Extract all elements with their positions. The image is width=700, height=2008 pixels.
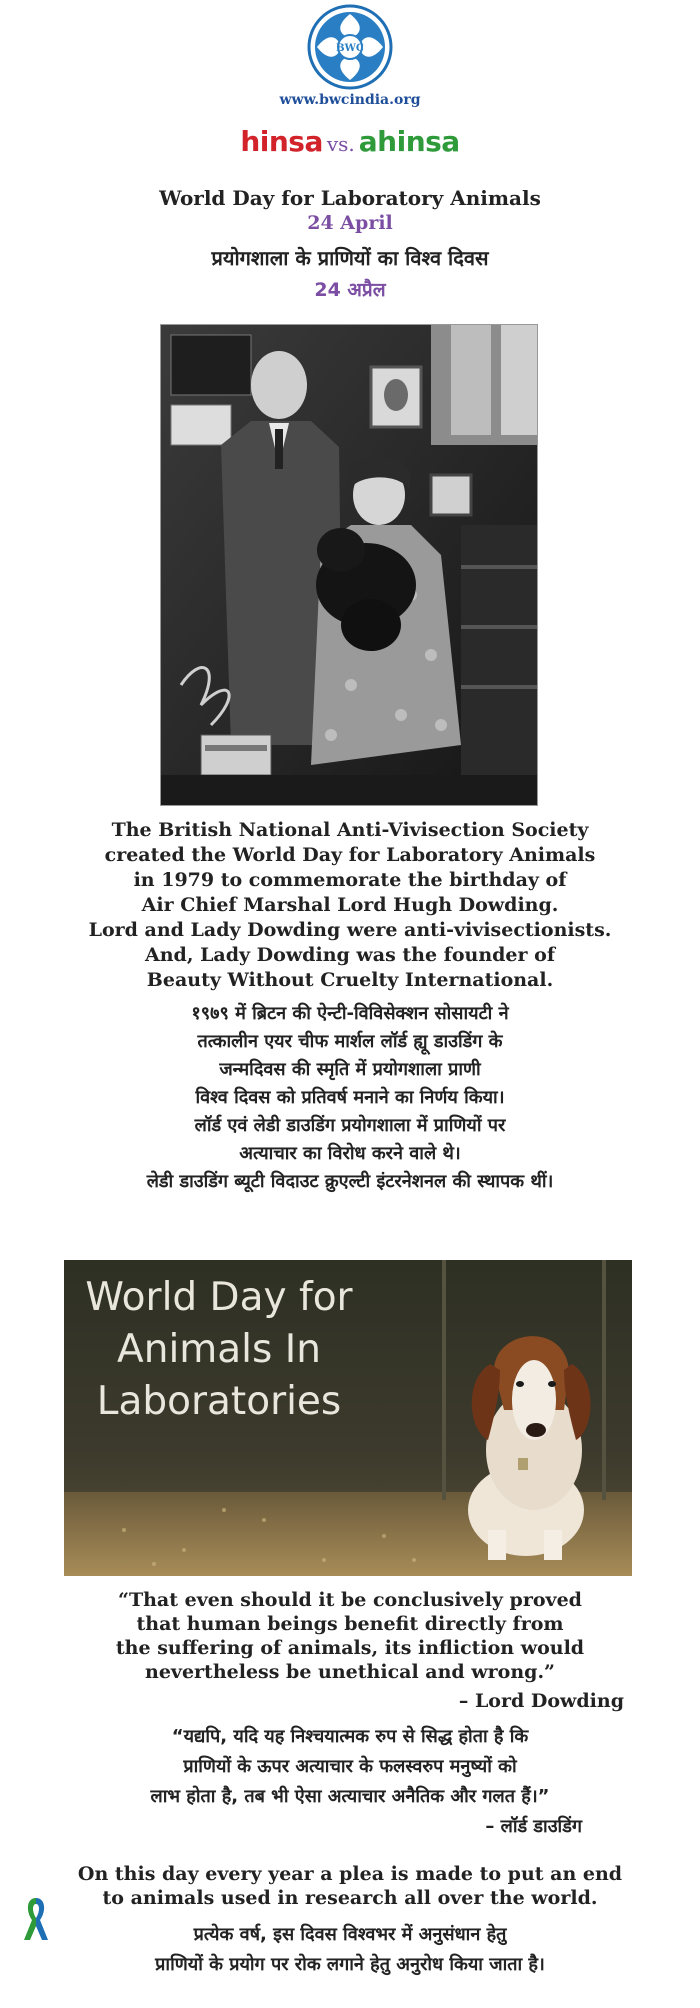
title-english: World Day for Laboratory Animals — [159, 186, 541, 210]
intro-en-line: in 1979 to commemorate the birthday of — [133, 869, 567, 891]
intro-en-line: And, Lady Dowding was the founder of — [145, 944, 555, 966]
banner-line: World Day for — [85, 1275, 353, 1320]
quote-hi-line: “यद्यपि, यदि यह निश्चयात्मक रुप से सिद्ध होता है कि — [171, 1726, 529, 1747]
brand-ahinsa: ahinsa — [358, 125, 460, 158]
intro-hi-line: अत्याचार का विरोध करने वाले थे। — [239, 1143, 461, 1164]
banner-line: Animals In — [117, 1327, 321, 1372]
intro-hi-line: १९७९ में ब्रिटन की ऐन्टी-विविसेक्शन सोसायटी ने — [191, 1003, 509, 1024]
intro-hi-line: तत्कालीन एयर चीफ मार्शल लॉर्ड ह्यू डाउडिंग के — [197, 1031, 503, 1052]
dowding-photo — [160, 324, 538, 806]
quote-en-line: nevertheless be unethical and wrong.” — [145, 1661, 555, 1683]
intro-hindi — [20, 1000, 680, 1196]
closing-hi-line: प्राणियों के प्रयोग पर रोक लगाने हेतु अनुरोध किया जाता है। — [155, 1954, 545, 1975]
quote-en-line: that human beings benefit directly from — [136, 1613, 564, 1635]
intro-hi-line: लॉर्ड एवं लेडी डाउडिंग प्रयोगशाला में प्राणियों पर — [194, 1115, 506, 1136]
closing-hindi — [40, 1920, 660, 1980]
brand-line — [0, 126, 700, 160]
logo-text: BWC — [336, 43, 364, 54]
quote-hindi — [60, 1722, 640, 1812]
quote-hi-line: लाभ होता है, तब भी ऐसा अत्याचार अनैतिक और गलत हैं।” — [150, 1786, 550, 1807]
banner-line: Laboratories — [96, 1379, 342, 1424]
banner-title — [74, 1272, 364, 1428]
quote-hindi-author: – लॉर्ड डाउडिंग — [485, 1816, 582, 1837]
intro-en-line: The British National Anti-Vivisection Society — [111, 819, 589, 841]
quote-en-line: the suffering of animals, its infliction would — [115, 1637, 585, 1659]
intro-hi-line: विश्व दिवस को प्रतिवर्ष मनाने का निर्णय किया। — [195, 1087, 505, 1108]
quote-en-line: “That even should it be conclusively proved — [118, 1589, 582, 1611]
quote-english — [70, 1588, 630, 1684]
site-url[interactable]: www.bwcindia.org — [279, 92, 421, 108]
closing-en-line: On this day every year a plea is made to put an end — [77, 1863, 623, 1885]
closing-en-line: to animals used in research all over the world. — [102, 1887, 598, 1909]
brand-vs: vs. — [326, 132, 355, 156]
intro-english — [20, 818, 680, 993]
brand-hinsa: hinsa — [240, 125, 323, 158]
closing-english — [40, 1862, 660, 1910]
quote-english-author: – Lord Dowding — [458, 1690, 624, 1712]
intro-en-line: created the World Day for Laboratory Animals — [104, 844, 596, 866]
quote-hi-line: प्राणियों के ऊपर अत्याचार के फलस्वरुप मनुष्यों को — [183, 1756, 517, 1777]
bwc-logo — [307, 4, 393, 90]
closing-hi-line: प्रत्येक वर्ष, इस दिवस विश्वभर में अनुसंधान हेतु — [193, 1924, 507, 1945]
intro-en-line: Air Chief Marshal Lord Hugh Dowding. — [141, 894, 559, 916]
intro-hi-line: लेडी डाउडिंग ब्यूटी विदाउट क्रुएल्टी इंटरनेशनल की स्थापक थीं। — [146, 1171, 554, 1192]
date-english: 24 April — [307, 212, 393, 234]
beagle-banner — [64, 1260, 632, 1576]
intro-hi-line: जन्मदिवस की स्मृति में प्रयोगशाला प्राणी — [219, 1059, 481, 1080]
intro-en-line: Lord and Lady Dowding were anti-vivisectionists. — [88, 919, 612, 941]
title-hindi: प्रयोगशाला के प्राणियों का विश्व दिवस — [211, 246, 489, 270]
intro-en-line: Beauty Without Cruelty International. — [146, 969, 554, 991]
date-hindi: 24 अप्रैल — [314, 279, 386, 301]
